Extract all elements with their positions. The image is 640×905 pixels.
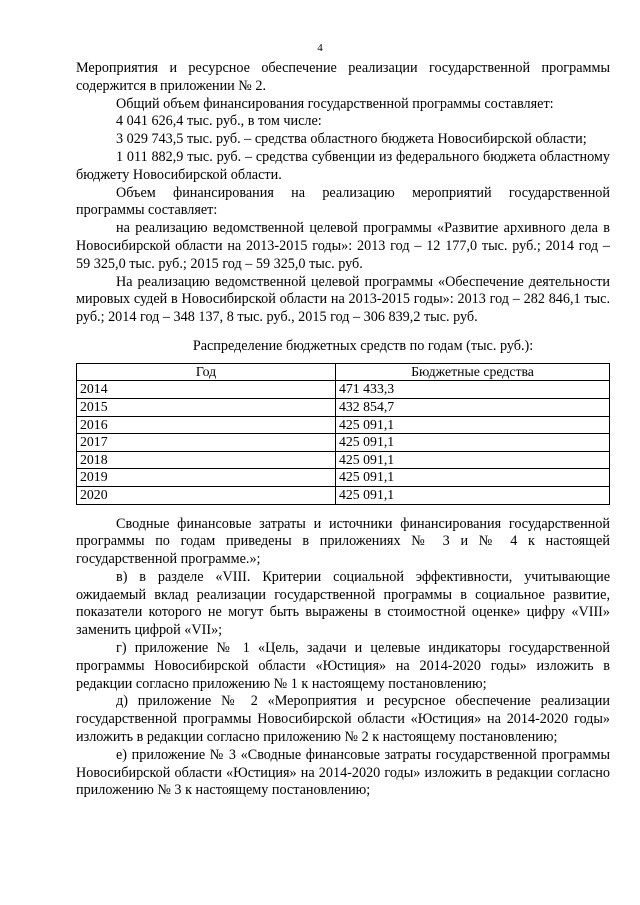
paragraph: На реализацию ведомственной целевой программы «Обеспечение деятельности мировых судей в Новосибирской области на 2013-2015 годы»: 2013 год – 282 846,1 тыс. руб.; 2014 год – 348 137, 8 тыс. руб., 2015 год – 306 839,2 тыс. руб.: [76, 273, 610, 326]
table-row: [77, 469, 610, 487]
paragraphs-before-table: [76, 60, 610, 327]
year-cell: 2015: [77, 398, 336, 416]
table-row: [77, 398, 610, 416]
year-cell: 2018: [77, 451, 336, 469]
paragraphs-after-table: [76, 516, 610, 801]
paragraph: Объем финансирования на реализацию мероприятий государственной программы составляет:: [76, 184, 610, 219]
budget-cell: 425 091,1: [336, 434, 610, 452]
table-caption: Распределение бюджетных средств по годам (тыс. руб.):: [192, 337, 534, 354]
year-cell: 2017: [77, 434, 336, 452]
paragraph: 1 011 882,9 тыс. руб. – средства субвенции из федерального бюджета областному бюджету Новосибирской области.: [76, 148, 610, 183]
paragraph: г) приложение № 1 «Цель, задачи и целевые индикаторы государственной программы Новосибирской области «Юстиция» на 2014-2020 годы» изложить в редакции согласно приложению № 1 к настоящему постановлению;: [76, 640, 610, 692]
year-cell: 2019: [77, 469, 336, 487]
table-body: [77, 381, 610, 504]
document-body: [76, 60, 610, 800]
table-row: [77, 451, 610, 469]
budget-table: [76, 363, 610, 505]
paragraph: 4 041 626,4 тыс. руб., в том числе:: [116, 113, 322, 130]
paragraph: Сводные финансовые затраты и источники финансирования государственной программы по годам приведены в приложениях № 3 и № 4 к настоящей государственной программе.»;: [76, 515, 610, 568]
budget-cell: 425 091,1: [336, 451, 610, 469]
year-cell: 2016: [77, 416, 336, 434]
header-year: Год: [77, 363, 336, 381]
paragraph: в) в разделе «VIII. Критерии социальной эффективности, учитывающие ожидаемый вклад реализации государственной программы в социальное развитие, показатели которого не могут быть выражены в стоимостной оценке» цифру «VIII» заменить цифрой «VII»;: [76, 568, 610, 639]
paragraph: Общий объем финансирования государственной программы составляет:: [116, 95, 554, 112]
paragraph: на реализацию ведомственной целевой программы «Развитие архивного дела в Новосибирской области на 2013-2015 годы»: 2013 год – 12 177,0 тыс. руб.; 2014 год – 59 325,0 тыс. руб.; 2015 год – 59 325,0 тыс. руб.: [76, 220, 610, 272]
budget-cell: 425 091,1: [336, 416, 610, 434]
page-number: 4: [317, 42, 323, 54]
paragraph: е) приложение № 3 «Сводные финансовые затраты государственной программы Новосибирской области «Юстиция» на 2014-2020 годы» изложить в редакции согласно приложению № 3 к настоящему постановлению;: [76, 746, 610, 799]
year-cell: 2014: [77, 381, 336, 399]
budget-cell: 425 091,1: [336, 486, 610, 504]
header-budget: Бюджетные средства: [336, 363, 610, 381]
table-row: [77, 434, 610, 452]
table-row: [77, 416, 610, 434]
paragraph: 3 029 743,5 тыс. руб. – средства областного бюджета Новосибирской области;: [116, 131, 587, 148]
year-cell: 2020: [77, 486, 336, 504]
paragraph: д) приложение № 2 «Мероприятия и ресурсное обеспечение реализации государственной программы Новосибирской области «Юстиция» на 2014-2020 годы» изложить в редакции согласно приложению № 2 к настоящему постановлению;: [76, 693, 610, 746]
budget-cell: 471 433,3: [336, 381, 610, 399]
table-header-row: [77, 363, 610, 381]
table-row: [77, 486, 610, 504]
paragraph: Мероприятия и ресурсное обеспечение реализации государственной программы содержится в приложении № 2.: [76, 60, 610, 94]
budget-cell: 425 091,1: [336, 469, 610, 487]
budget-cell: 432 854,7: [336, 398, 610, 416]
table-row: [77, 381, 610, 399]
